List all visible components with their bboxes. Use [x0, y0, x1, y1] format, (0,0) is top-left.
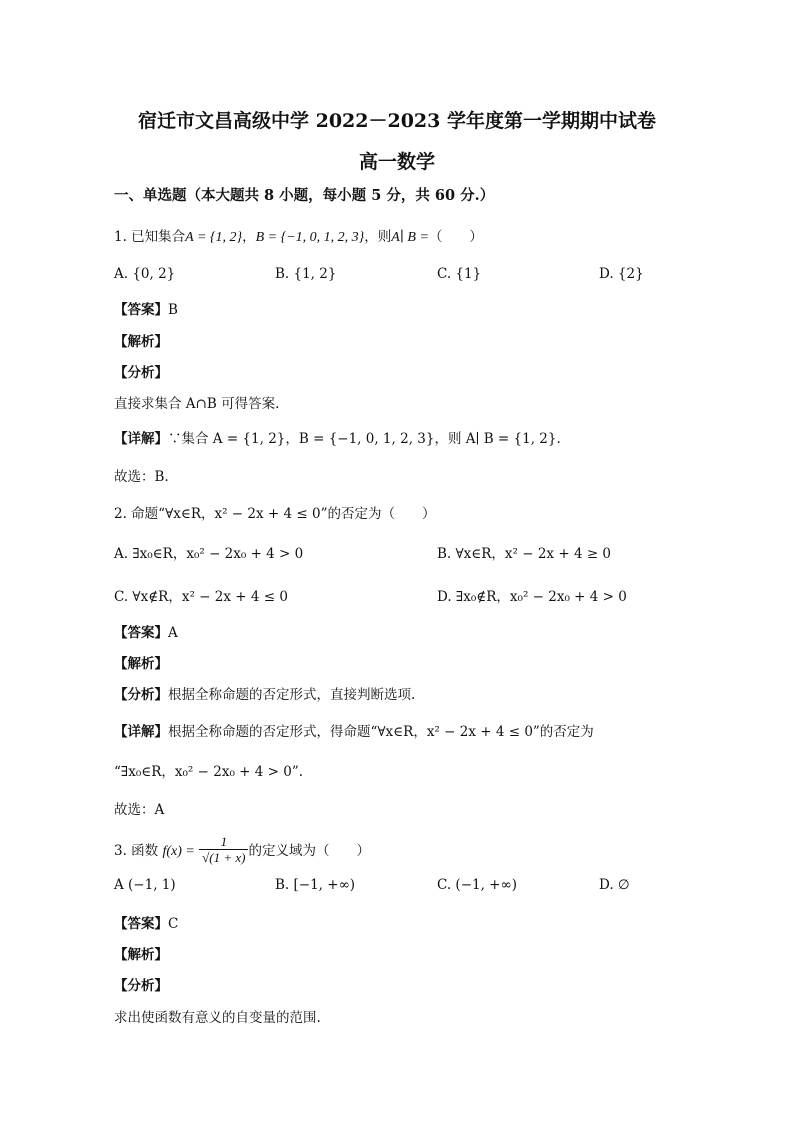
answer-tag: 【答案】: [114, 625, 168, 641]
fenxi-tag: 【分析】: [114, 687, 168, 703]
q1-fenxi-tag: 【分析】: [114, 365, 168, 381]
q2-fenxi: [114, 686, 415, 704]
q3-func: f(x) =: [162, 844, 195, 859]
q1-jiexi-tag: 【解析】: [114, 334, 168, 350]
q3-fenxi-tag: 【分析】: [114, 978, 168, 994]
answer-value: C: [168, 916, 179, 932]
q3-option-c: C. (−1, +∞): [437, 877, 518, 893]
q1-option-c: C. {1}: [437, 266, 482, 282]
q1-option-b: B. {1, 2}: [275, 266, 337, 282]
answer-tag: 【答案】: [114, 302, 168, 318]
q3-option-a: A (−1, 1): [114, 877, 176, 893]
q1-op: A∣ B =: [391, 230, 429, 245]
q3-fraction: [199, 834, 248, 865]
section-heading: 一、单选题（本大题共 8 小题，每小题 5 分，共 60 分.）: [114, 187, 495, 204]
q2-jiexi-tag: 【解析】: [114, 656, 168, 672]
q1-set-a: A = {1, 2}: [185, 230, 243, 245]
document-subtitle: 高一数学: [358, 151, 435, 173]
q2-option-a: A. ∃x₀∈R，x₀² − 2x₀ + 4 > 0: [114, 546, 304, 562]
q2-detail-cont: “∃x₀∈R，x₀² − 2x₀ + 4 > 0”.: [114, 764, 304, 780]
q1-answer: [114, 301, 178, 319]
q2-option-c: C. ∀x∉R，x² − 2x + 4 ≤ 0: [114, 589, 288, 605]
q1-option-d: D. {2}: [599, 266, 644, 282]
q3-stem: [114, 836, 370, 867]
answer-tag: 【答案】: [114, 916, 168, 932]
q3-analysis: 求出使函数有意义的自变量的范围.: [114, 1010, 321, 1026]
q1-stem: [114, 228, 483, 247]
q1-conclusion: 故选：B.: [114, 469, 169, 485]
detail-text: 根据全称命题的否定形式，得命题“∀x∈R，x² − 2x + 4 ≤ 0”的否定为: [168, 724, 594, 740]
q3-option-b: B. [−1, +∞): [275, 877, 356, 893]
detail-text: ∵集合 A = {1, 2}，B = {−1, 0, 1, 2, 3}，则 A∣ B = {1, 2}.: [168, 431, 561, 447]
fenxi-text: 根据全称命题的否定形式，直接判断选项.: [168, 687, 416, 703]
detail-tag: 【详解】: [114, 431, 168, 447]
q2-detail: [114, 723, 594, 741]
q3-frac-num: 1: [220, 834, 228, 849]
q1-option-a: A. {0, 2}: [114, 266, 176, 282]
q3-stem-prefix: 3. 函数: [114, 843, 159, 859]
q1-sep: ，: [242, 229, 256, 245]
q2-answer: [114, 624, 178, 642]
q2-option-d: D. ∃x₀∉R，x₀² − 2x₀ + 4 > 0: [437, 589, 627, 605]
q3-answer: [114, 915, 178, 933]
q3-stem-end: 的定义域为（ ）: [248, 843, 370, 859]
q2-conclusion: 故选：A: [114, 802, 165, 818]
q1-stem-end: （ ）: [428, 229, 483, 245]
q1-set-b: B = {−1, 0, 1, 2, 3}: [255, 230, 365, 245]
q3-option-d: D. ∅: [599, 877, 630, 893]
q1-analysis: 直接求集合 A∩B 可得答案.: [114, 396, 280, 412]
q1-detail: [114, 430, 561, 448]
answer-value: B: [168, 302, 178, 318]
document-title: 宿迁市文昌高级中学 2022－2023 学年度第一学期期中试卷: [138, 110, 656, 132]
q2-option-b: B. ∀x∈R，x² − 2x + 4 ≥ 0: [437, 546, 612, 562]
q1-stem-mid: ，则: [364, 229, 392, 245]
answer-value: A: [168, 625, 178, 641]
q1-stem-prefix: 1. 已知集合: [114, 229, 186, 245]
q3-jiexi-tag: 【解析】: [114, 947, 168, 963]
q3-frac-den: √(1 + x): [199, 849, 248, 865]
detail-tag: 【详解】: [114, 724, 168, 740]
q2-stem: 2. 命题“∀x∈R，x² − 2x + 4 ≤ 0”的否定为（ ）: [114, 506, 436, 522]
